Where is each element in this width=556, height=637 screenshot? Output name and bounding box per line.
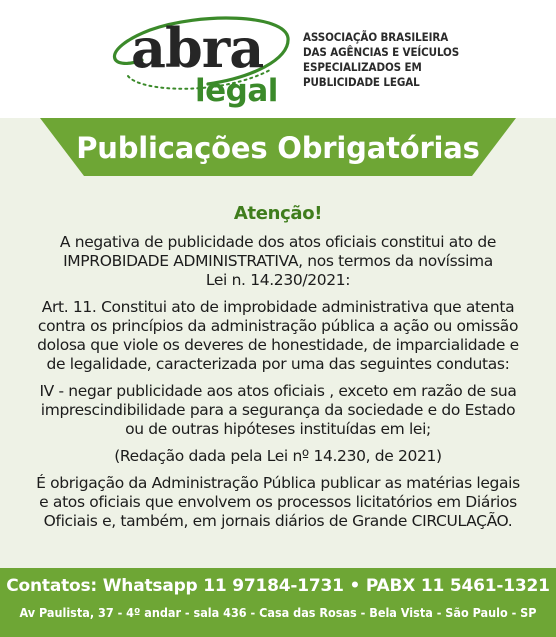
- association-line: ESPECIALIZADOS EM: [303, 60, 422, 74]
- item-iv-line: IV - negar publicidade aos atos oficiais , exceto em razão de sua: [39, 382, 517, 400]
- intro-paragraph: [10, 233, 546, 290]
- intro-line: A negativa de publicidade dos atos oficiais constitui ato de: [59, 233, 497, 251]
- article-line: contra os princípios da administração pública a ação ou omissão: [37, 317, 519, 335]
- redaction-note: [10, 447, 546, 466]
- notice-heading: Atenção!: [233, 203, 323, 224]
- logo-wordmark-bottom: legal: [195, 73, 278, 109]
- item-iv-paragraph: [10, 382, 546, 439]
- abra-legal-logo: [0, 0, 300, 118]
- article-paragraph: [10, 298, 546, 374]
- obligation-line: É obrigação da Administração Pública publicar as matérias legais: [36, 474, 520, 492]
- obligation-line: e atos oficiais que envolvem os processos licitatórios em Diários: [39, 493, 517, 511]
- notice-body: [10, 200, 546, 539]
- item-iv-line: ou de outras hipóteses instituídas em lei;: [125, 420, 431, 438]
- item-iv-line: imprescindibilidade para a segurança da sociedade e do Estado: [40, 401, 516, 419]
- association-name: [303, 30, 503, 90]
- obligation-paragraph: [10, 474, 546, 531]
- page-title: Publicações Obrigatórias: [76, 131, 480, 165]
- association-line: PUBLICIDADE LEGAL: [303, 75, 420, 89]
- article-line: de legalidade, caracterizada por uma das seguintes condutas:: [46, 355, 510, 373]
- obligation-line: Oficiais e, também, em jornais diários de Grande CIRCULAÇÃO.: [43, 512, 513, 530]
- logo-wordmark-top: abra: [131, 16, 264, 80]
- article-line: dolosa que viole os deveres de honestidade, de imparcialidade e: [37, 336, 519, 354]
- article-line: Art. 11. Constitui ato de improbidade administrativa que atenta: [41, 298, 515, 316]
- intro-line: IMPROBIDADE ADMINISTRATIVA, nos termos da novíssima: [63, 252, 493, 270]
- address-line: Av Paulista, 37 - 4º andar - sala 436 - Casa das Rosas - Bela Vista - São Paulo - SP: [19, 605, 537, 620]
- association-line: ASSOCIAÇÃO BRASILEIRA: [303, 30, 449, 44]
- contacts-line: Contatos: Whatsapp 11 97184-1731 • PABX 11 5461-1321: [6, 576, 550, 596]
- redaction-line: (Redação dada pela Lei nº 14.230, de 2021): [114, 447, 442, 465]
- intro-line: Lei n. 14.230/2021:: [205, 271, 351, 289]
- association-line: DAS AGÊNCIAS E VEÍCULOS: [303, 45, 460, 59]
- header: [0, 0, 556, 118]
